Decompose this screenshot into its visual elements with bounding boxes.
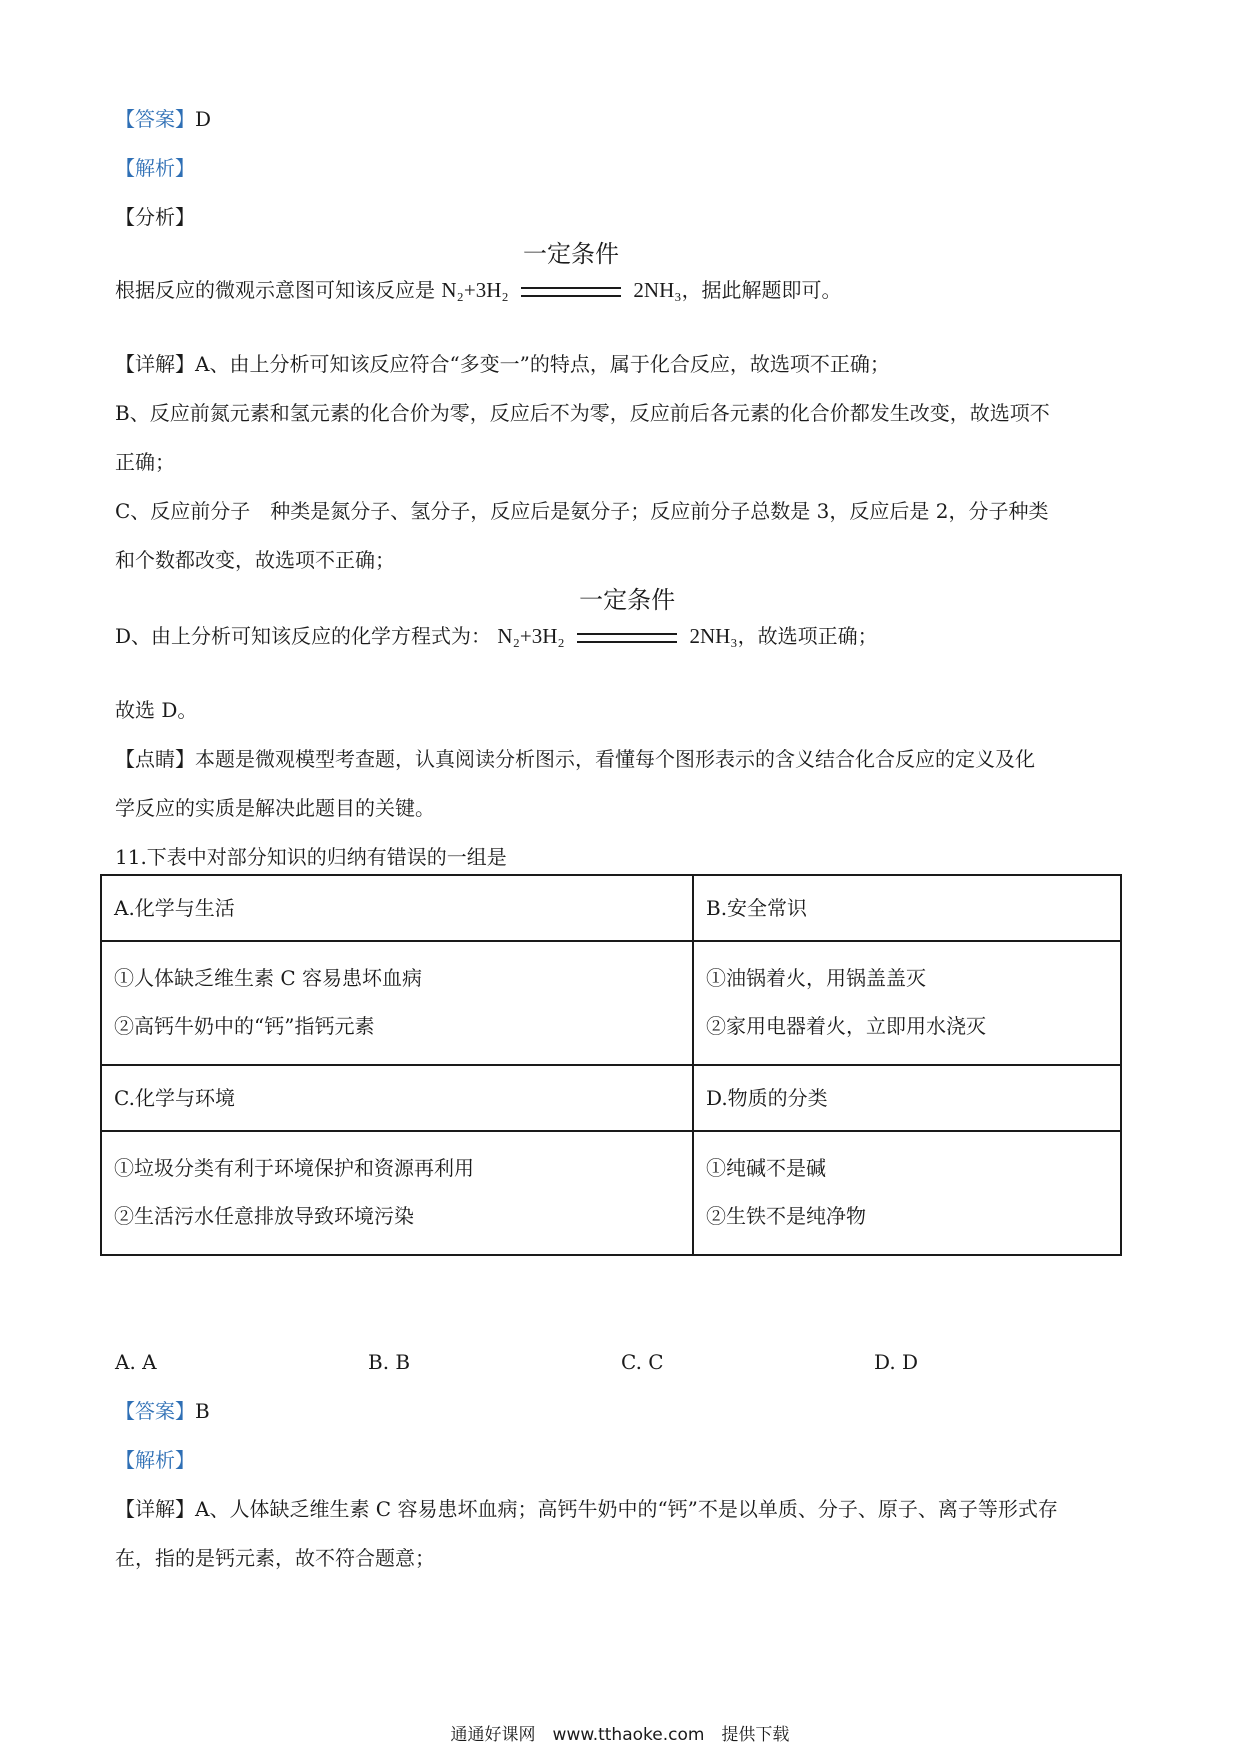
analysis-tag-1: 【解析】	[115, 156, 195, 180]
detail-a: 【详解】A、由上分析可知该反应符合“多变一”的特点，属于化合反应，故选项不正确；	[115, 352, 890, 376]
page-footer: 通通好课网 www.tthaoke.com 提供下载	[450, 1725, 790, 1745]
cell-a-body	[101, 941, 693, 1065]
detail2-line2: 在，指的是钙元素，故不符合题意；	[115, 1546, 435, 1570]
intro-line	[115, 240, 842, 304]
answer-line-1	[115, 105, 211, 133]
cell-c-body	[101, 1131, 693, 1255]
cell-a-item1: ①人体缺乏维生素 C 容易患坏血病	[114, 966, 423, 990]
equation2-double-bar	[577, 633, 677, 643]
detail-c-line1: C、反应前分子 种类是氮分子、氢分子，反应后是氨分子；反应前分子总数是 3，反应后是 2，分子种类	[115, 499, 1049, 523]
answer-value: D	[195, 107, 212, 131]
cell-c-item1: ①垃圾分类有利于环境保护和资源再利用	[114, 1156, 474, 1180]
cell-d-item2: ②生铁不是纯净物	[706, 1204, 866, 1228]
equation2-left: N₂+3H₂	[497, 624, 565, 648]
answer-value-2: B	[195, 1399, 210, 1423]
detail2-line1: 【详解】A、人体缺乏维生素 C 容易患坏血病；高钙牛奶中的“钙”不是以单质、分子、原子、离子等形式存	[115, 1497, 1058, 1521]
cell-d-head: D.物质的分类	[693, 1065, 1121, 1131]
intro-end: ，据此解题即可。	[681, 278, 842, 302]
cell-c-item2: ②生活污水任意排放导致环境污染	[114, 1204, 414, 1228]
equation-double-bar	[521, 287, 621, 297]
knowledge-table	[100, 874, 1122, 1256]
equation-right: 2NH₃	[633, 278, 682, 302]
cell-b-head: B.安全常识	[693, 875, 1121, 941]
detail-c-line2: 和个数都改变，故选项不正确；	[115, 548, 395, 572]
detail-b-line2: 正确；	[115, 450, 175, 474]
equation-left: N₂+3H₂	[441, 278, 509, 302]
question-11-stem: 11.下表中对部分知识的归纳有错误的一组是	[115, 845, 507, 869]
answer-tag-2: 【答案】	[115, 1399, 195, 1423]
fenxi-tag: 【分析】	[115, 205, 195, 229]
answer-line-2	[115, 1397, 210, 1425]
dianjing-line1: 【点睛】本题是微观模型考查题，认真阅读分析图示，看懂每个图形表示的含义结合化合反应的定义及化	[115, 747, 1035, 771]
option-d: D. D	[874, 1350, 919, 1374]
option-c: C. C	[621, 1350, 664, 1374]
equation-arrow	[521, 240, 621, 304]
analysis-tag-2: 【解析】	[115, 1448, 195, 1472]
cell-b-body	[693, 941, 1121, 1065]
intro-text: 根据反应的微观示意图可知该反应是	[115, 278, 435, 302]
cell-a-head: A.化学与生活	[101, 875, 693, 941]
detail-d-end: ，故选项正确；	[737, 624, 878, 648]
cell-a-item2: ②高钙牛奶中的“钙”指钙元素	[114, 1014, 375, 1038]
detail-d-line	[115, 586, 878, 650]
detail-d-text: D、由上分析可知该反应的化学方程式为：	[115, 624, 492, 648]
cell-c-head: C.化学与环境	[101, 1065, 693, 1131]
cell-d-item1: ①纯碱不是碱	[706, 1156, 826, 1180]
cell-d-body	[693, 1131, 1121, 1255]
choose-line: 故选 D。	[115, 698, 198, 722]
option-a: A. A	[115, 1350, 157, 1374]
equation2-arrow	[577, 586, 677, 650]
answer-tag: 【答案】	[115, 107, 195, 131]
equation-condition: 一定条件	[523, 240, 620, 268]
option-b: B. B	[368, 1350, 411, 1374]
cell-b-item2: ②家用电器着火，立即用水浇灭	[706, 1014, 986, 1038]
dianjing-line2: 学反应的实质是解决此题目的关键。	[115, 796, 435, 820]
equation2-condition: 一定条件	[579, 586, 676, 614]
cell-b-item1: ①油锅着火，用锅盖盖灭	[706, 966, 926, 990]
detail-b-line1: B、反应前氮元素和氢元素的化合价为零，反应后不为零，反应前后各元素的化合价都发生改变，故选项不	[115, 401, 1050, 425]
equation2-right: 2NH₃	[689, 624, 738, 648]
